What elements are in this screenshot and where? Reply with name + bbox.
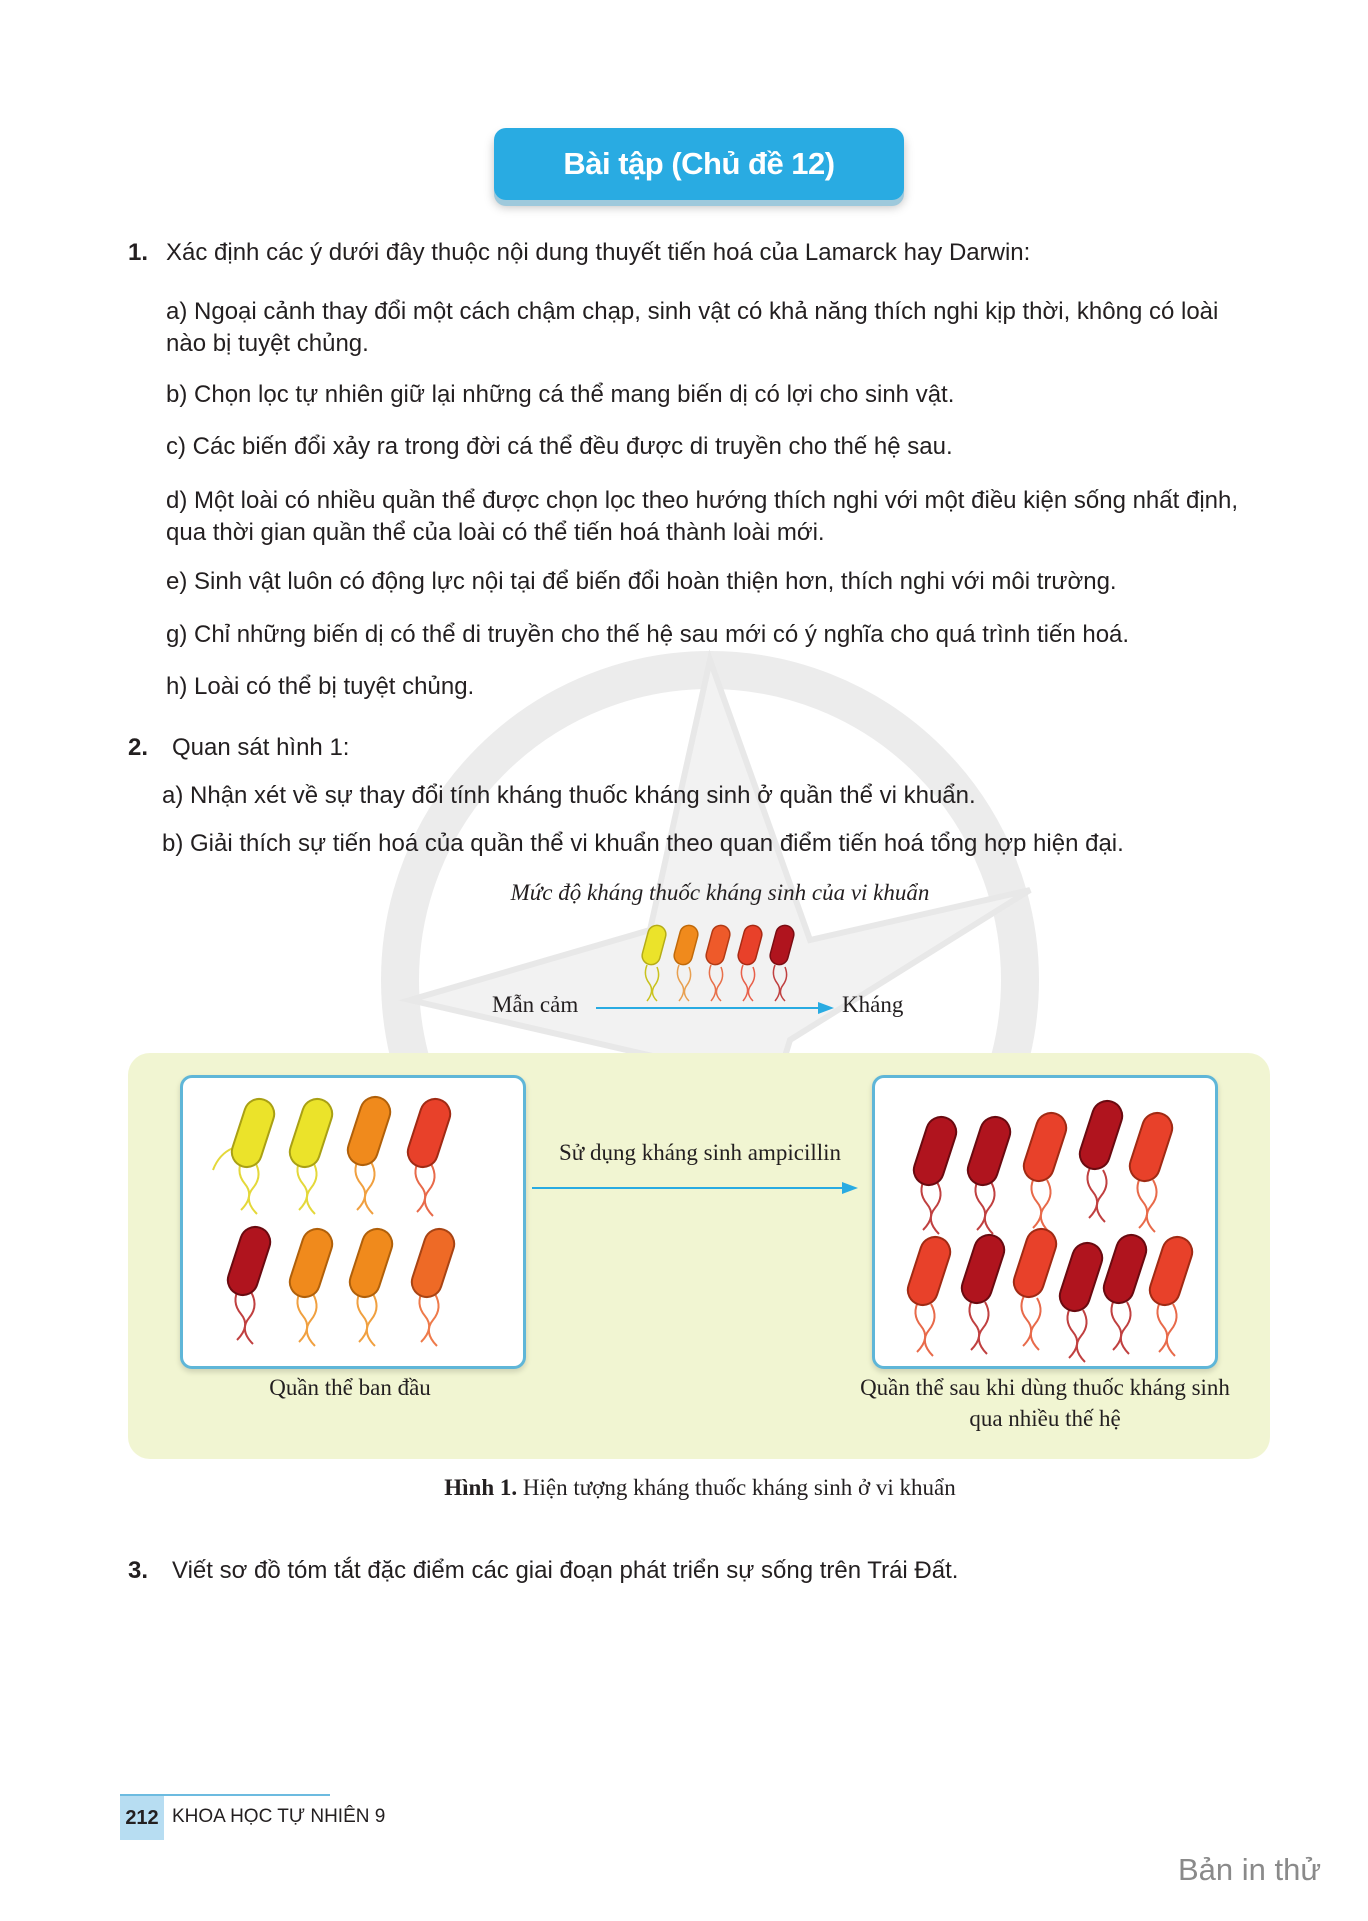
legend-title: Mức độ kháng thuốc kháng sinh của vi khuẩn (510, 880, 930, 905)
draft-watermark: Bản in thử (1178, 1852, 1322, 1887)
legend-bacterium-yellow (640, 923, 668, 966)
legend-left-label: Mẫn cảm (492, 992, 579, 1017)
bacterium-darkred-r4 (1076, 1097, 1126, 1173)
legend-bacterium-red-2 (736, 923, 764, 966)
bacterium-orange-3 (346, 1225, 396, 1301)
question-2 (128, 732, 1248, 764)
caption-initial: Quần thể ban đầu (269, 1375, 431, 1400)
bacterium-red-r6 (904, 1233, 954, 1309)
bacterium-darkred-r1 (910, 1113, 960, 1189)
bacterium-darkred-1 (224, 1223, 274, 1299)
bacterium-yellow-2 (286, 1095, 336, 1171)
page-number: 212 (120, 1796, 164, 1840)
question-3-text: Viết sơ đồ tóm tắt đặc điểm các giai đoạn phát triển sự sống trên Trái Đất. (172, 1557, 959, 1584)
q2-option-b: b) Giải thích sự tiến hoá của quần thể vi khuẩn theo quan điểm tiến hoá tổng hợp hiện đại. (162, 830, 1124, 857)
question-1-text: Xác định các ý dưới đây thuộc nội dung thuyết tiến hoá của Lamarck hay Darwin: (166, 239, 1031, 266)
bacterium-orange-2 (286, 1225, 336, 1301)
q1-option-g: g) Chỉ những biến dị có thể di truyền cho thế hệ sau mới có ý nghĩa cho quá trình tiến hoá. (166, 621, 1130, 648)
caption-resistant-1: Quần thể sau khi dùng thuốc kháng sinh (860, 1375, 1230, 1400)
legend-bacteria (625, 915, 825, 1005)
resistant-population-bacteria (875, 1078, 1215, 1366)
figure-caption (400, 1475, 1000, 1501)
q1-option-d: d) Một loài có nhiều quần thể được chọn lọc theo hướng thích nghi với một điều kiện sống nhất định, qua thời gian quần thể của loài có thể tiến hoá thành loài mới. (166, 487, 1239, 546)
legend-bacterium-darkred (768, 923, 796, 966)
initial-population-box (180, 1075, 526, 1369)
figure-label: Hình 1. (444, 1475, 518, 1500)
legend-bacterium-red-1 (704, 923, 732, 966)
bacterium-darkred-r2 (964, 1113, 1014, 1189)
bacterium-red-r11 (1146, 1233, 1196, 1309)
bacterium-red-r3 (1020, 1109, 1070, 1185)
exercise-title: Bài tập (Chủ đề 12) (494, 128, 904, 200)
bacterium-red-1 (404, 1095, 454, 1171)
bacterium-darkred-r9 (1056, 1239, 1106, 1315)
q1-option-e: e) Sinh vật luôn có động lực nội tại để biến đổi hoàn thiện hơn, thích nghi với môi trường. (166, 568, 1117, 595)
bacterium-orange-red-1 (408, 1225, 458, 1301)
book-title: KHOA HỌC TỰ NHIÊN 9 (172, 1806, 386, 1827)
bacterium-orange-1 (344, 1093, 394, 1169)
question-3 (128, 1555, 1248, 1587)
q1-option-b: b) Chọn lọc tự nhiên giữ lại những cá thể mang biến dị có lợi cho sinh vật. (166, 381, 955, 408)
caption-resistant-2: qua nhiều thế hệ (969, 1406, 1121, 1431)
treatment-label: Sử dụng kháng sinh ampicillin (558, 1140, 842, 1165)
q1-option-a: a) Ngoại cảnh thay đổi một cách chậm chạp, sinh vật có khả năng thích nghi kịp thời, không có loài nào bị tuyệt chủng. (166, 298, 1219, 357)
bacterium-red-r5 (1126, 1109, 1176, 1185)
figure-caption-text: Hiện tượng kháng thuốc kháng sinh ở vi khuẩn (522, 1475, 956, 1500)
resistant-population-box (872, 1075, 1218, 1369)
q1-option-h: h) Loài có thể bị tuyệt chủng. (166, 673, 475, 700)
bacterium-red-r8 (1010, 1225, 1060, 1301)
legend-arrow (596, 998, 836, 1018)
treatment-arrow (530, 1178, 860, 1198)
question-1-number: 1. (128, 239, 149, 266)
bacterium-yellow-1 (228, 1095, 278, 1171)
bacterium-darkred-r10 (1100, 1231, 1150, 1307)
question-3-number: 3. (128, 1557, 149, 1584)
bacterium-darkred-r7 (958, 1231, 1008, 1307)
q2-option-a: a) Nhận xét về sự thay đổi tính kháng thuốc kháng sinh ở quần thể vi khuẩn. (162, 782, 976, 809)
legend-right-label: Kháng (842, 992, 904, 1017)
initial-population-bacteria (183, 1078, 523, 1366)
question-1 (128, 237, 1248, 269)
legend-bacterium-orange (672, 923, 700, 966)
q1-option-c: c) Các biến đổi xảy ra trong đời cá thể đều được di truyền cho thế hệ sau. (166, 433, 953, 460)
question-2-text: Quan sát hình 1: (172, 734, 350, 761)
question-2-number: 2. (128, 734, 149, 761)
